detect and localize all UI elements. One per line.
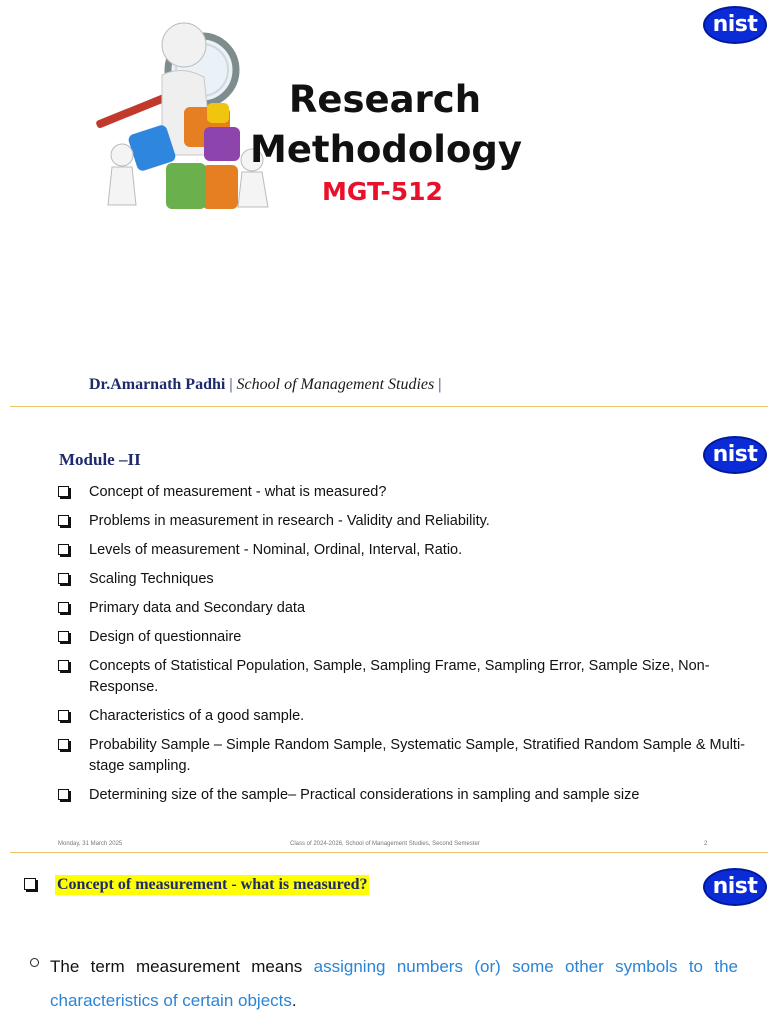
school-name: School of Management Studies bbox=[236, 376, 435, 393]
slide-heading: Concept of measurement - what is measured? bbox=[57, 876, 368, 893]
topic-item bbox=[57, 540, 757, 561]
checkbox-bullet-icon bbox=[58, 573, 69, 584]
circle-bullet-icon bbox=[30, 958, 39, 967]
topic-text: Concept of measurement - what is measured? bbox=[89, 484, 387, 500]
topic-list bbox=[57, 482, 757, 806]
separator: | bbox=[434, 376, 442, 393]
checkbox-bullet-icon bbox=[58, 515, 69, 526]
nist-logo: nist bbox=[703, 6, 767, 44]
checkbox-bullet-icon bbox=[58, 602, 69, 613]
cover-slide bbox=[0, 0, 768, 406]
definition-text: The term measurement means bbox=[50, 957, 314, 976]
course-title-line-2: Methodology bbox=[250, 128, 522, 171]
topic-item bbox=[57, 569, 757, 590]
topic-text: Scaling Techniques bbox=[89, 571, 214, 587]
course-code: MGT-512 bbox=[322, 177, 443, 206]
course-title-line-1: Research bbox=[288, 78, 482, 121]
checkbox-bullet-icon bbox=[58, 660, 69, 671]
definition-paragraph bbox=[50, 950, 738, 1018]
author-line bbox=[89, 376, 441, 394]
topic-item bbox=[57, 706, 757, 727]
checkbox-bullet-icon bbox=[58, 789, 69, 800]
checkbox-bullet-icon bbox=[58, 544, 69, 555]
topic-item bbox=[57, 785, 757, 806]
topic-text: Determining size of the sample– Practical considerations in sampling and sample size bbox=[89, 787, 640, 803]
topic-text: Problems in measurement in research - Validity and Reliability. bbox=[89, 513, 490, 529]
topic-item bbox=[57, 482, 757, 503]
checkbox-bullet-icon bbox=[58, 739, 69, 750]
separator: | bbox=[225, 376, 237, 393]
nist-logo: nist bbox=[703, 868, 767, 906]
checkbox-bullet-icon bbox=[24, 878, 36, 890]
topic-text: Probability Sample – Simple Random Sample, Systematic Sample, Stratified Random Sample & Multi-stage sampling. bbox=[89, 737, 745, 774]
topic-item bbox=[57, 656, 757, 698]
nist-logo: nist bbox=[703, 436, 767, 474]
topic-item bbox=[57, 511, 757, 532]
topic-text: Design of questionnaire bbox=[89, 629, 242, 645]
topic-item bbox=[57, 598, 757, 619]
checkbox-bullet-icon bbox=[58, 486, 69, 497]
footer-page-number: 2 bbox=[704, 841, 708, 847]
checkbox-bullet-icon bbox=[58, 631, 69, 642]
footer-date: Monday, 31 March 2025 bbox=[58, 841, 123, 847]
topic-text: Concepts of Statistical Population, Sample, Sampling Frame, Sampling Error, Sample Size, Non-Response. bbox=[89, 658, 710, 695]
topic-item bbox=[57, 627, 757, 648]
author-name: Dr.Amarnath Padhi bbox=[89, 376, 226, 393]
definition-highlight: assigning numbers (or) some other symbols to the characteristics of certain objects bbox=[50, 957, 738, 1010]
topic-text: Levels of measurement - Nominal, Ordinal, Interval, Ratio. bbox=[89, 542, 463, 558]
topic-item bbox=[57, 735, 757, 777]
checkbox-bullet-icon bbox=[58, 710, 69, 721]
topic-text: Primary data and Secondary data bbox=[89, 600, 306, 616]
topic-text: Characteristics of a good sample. bbox=[89, 708, 305, 724]
module-title: Module –II bbox=[59, 450, 141, 469]
definition-end: . bbox=[291, 991, 297, 1010]
footer-class: Class of 2024-2026, School of Management Studies, Second Semester bbox=[290, 841, 480, 847]
